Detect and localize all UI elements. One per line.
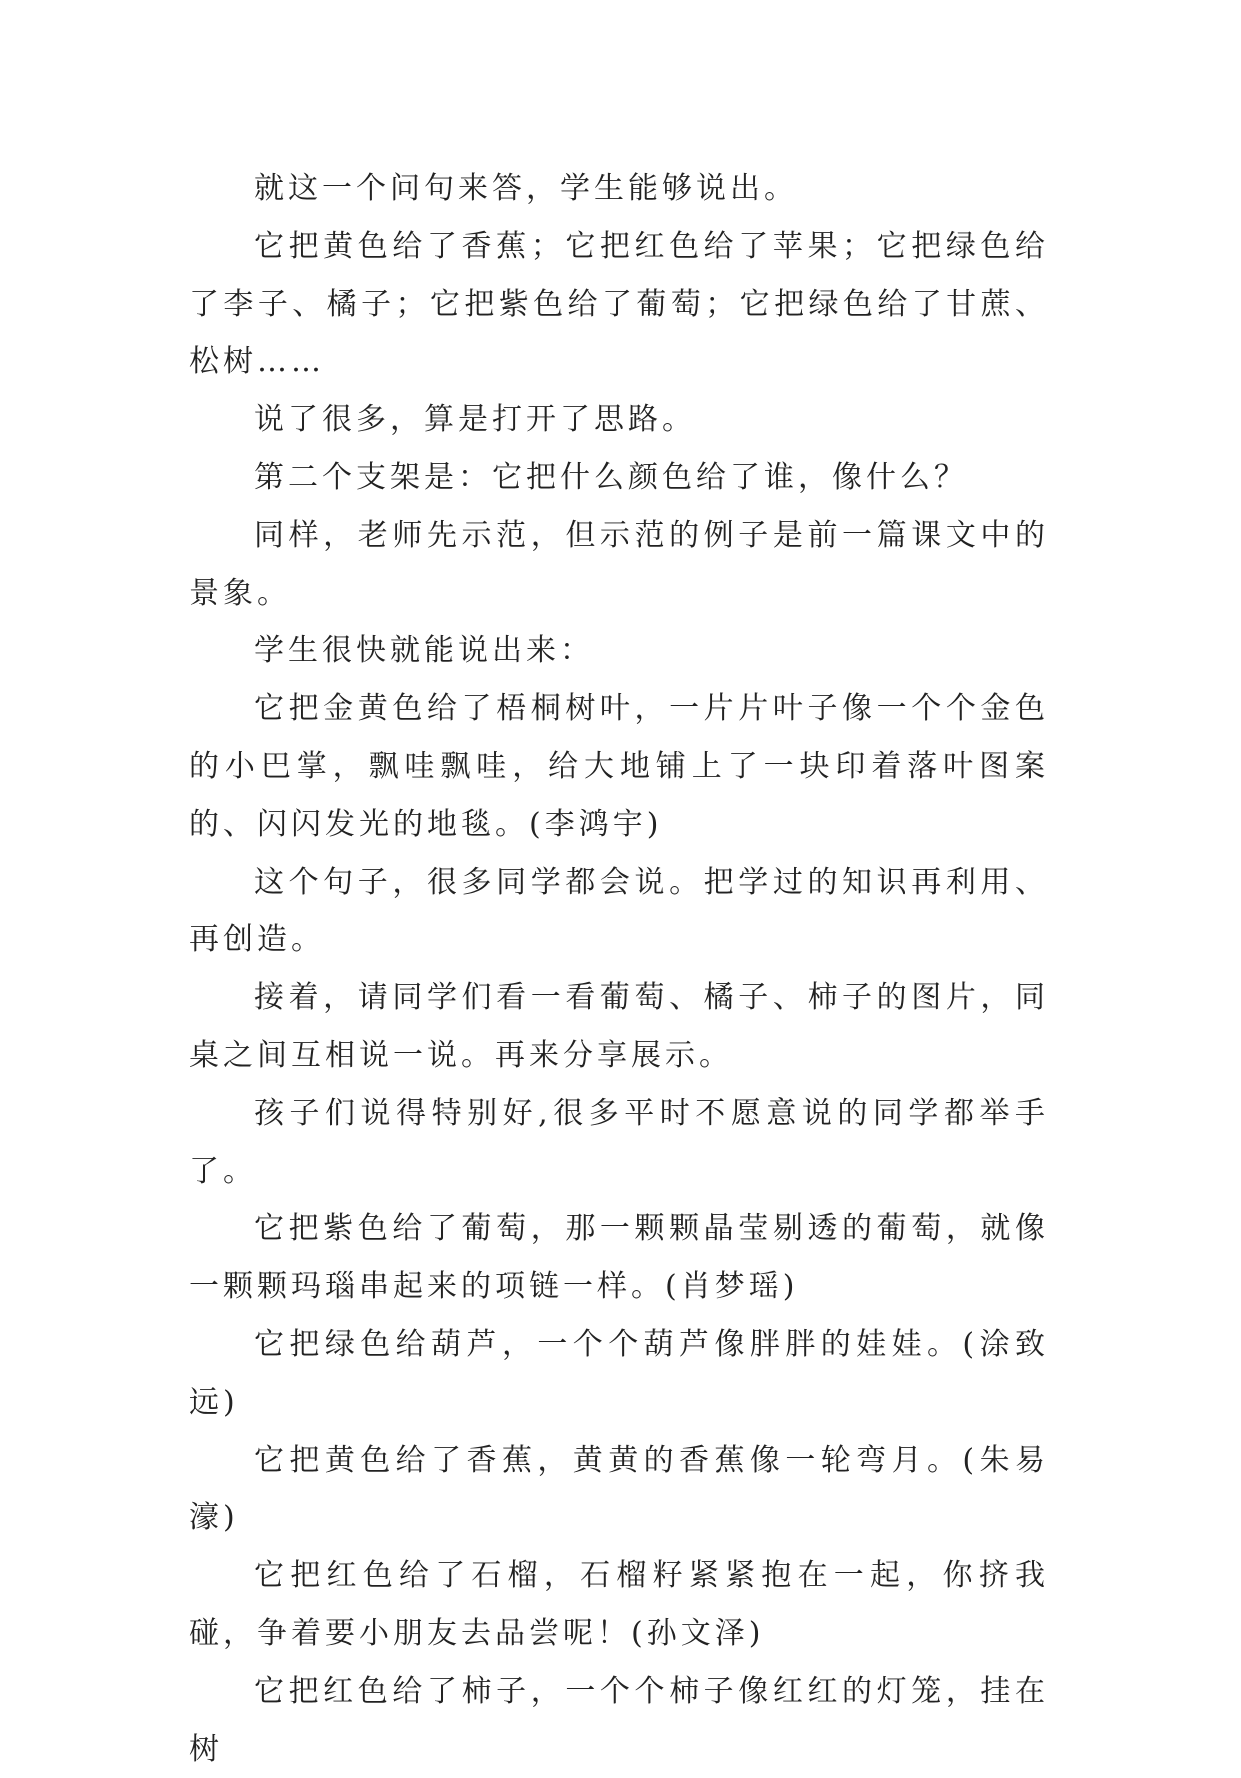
paragraph: 第二个支架是：它把什么颜色给了谁，像什么？ (254, 459, 968, 495)
paragraph: 学生很快就能说出来： (254, 633, 594, 669)
paragraph: 它把紫色给了葡萄，那一颗颗晶莹剔透的葡萄，就像一颗颗玛瑙串起来的项链一样。(肖梦瑶) (189, 1211, 1049, 1305)
document-body (189, 160, 1049, 1778)
paragraph: 接着，请同学们看一看葡萄、橘子、柿子的图片，同桌之间互相说一说。再来分享展示。 (189, 980, 1049, 1073)
paragraph: 它把黄色给了香蕉；它把红色给了苹果；它把绿色给了李子、橘子；它把紫色给了葡萄；它把绿色给了甘蔗、松树…… (189, 228, 1049, 380)
paragraph: 它把黄色给了香蕉，黄黄的香蕉像一轮弯月。(朱易濠) (189, 1442, 1049, 1536)
paragraph: 这个句子，很多同学都会说。把学过的知识再利用、再创造。 (189, 864, 1049, 958)
paragraph: 孩子们说得特别好,很多平时不愿意说的同学都举手了。 (189, 1095, 1049, 1189)
paragraph: 它把金黄色给了梧桐树叶，一片片叶子像一个个金色的小巴掌，飘哇飘哇，给大地铺上了一块印着落叶图案的、闪闪发光的地毯。(李鸿宇) (189, 691, 1049, 842)
paragraph: 它把绿色给葫芦，一个个葫芦像胖胖的娃娃。(涂致远) (189, 1326, 1049, 1420)
paragraph: 同样，老师先示范，但示范的例子是前一篇课文中的景象。 (189, 517, 1049, 611)
paragraph: 它把红色给了石榴，石榴籽紧紧抱在一起，你挤我碰，争着要小朋友去品尝呢！(孙文泽) (189, 1558, 1049, 1651)
paragraph: 就这一个问句来答，学生能够说出。 (254, 171, 798, 206)
paragraph: 它把红色给了柿子，一个个柿子像红红的灯笼，挂在树 (189, 1673, 1049, 1767)
paragraph: 说了很多，算是打开了思路。 (254, 402, 696, 438)
